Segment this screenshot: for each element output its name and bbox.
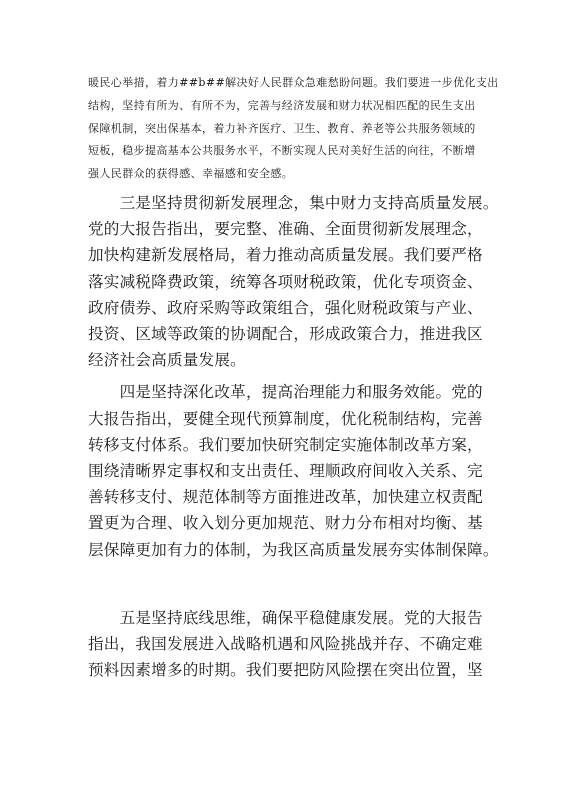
paragraph-5 <box>88 605 488 684</box>
text-line: 五是坚持底线思维，确保平稳健康发展。党的大报告 <box>88 608 483 627</box>
text-line: 强人民群众的获得感、幸福感和安全感。 <box>88 167 294 181</box>
text-line: 经济社会高质量发展。 <box>88 351 246 370</box>
text-line: 善转移支付、规范体制等方面推进改革，加快建立权责配 <box>88 488 483 507</box>
text-line: 投资、区域等政策的协调配合，形成政策合力，推进我区 <box>88 325 483 343</box>
text-line: 置更为合理、收入划分更加规范、财力分布相对均衡、基 <box>88 514 483 533</box>
text-line: 保障机制，突出保基本，着力补齐医疗、卫生、教育、养老等公共服务领域的 <box>88 121 476 135</box>
paragraph-4 <box>88 379 499 562</box>
text-line: 指出，我国发展进入战略机遇和风险挑战并存、不确定难 <box>88 635 483 654</box>
text-line: 结构，坚持有所为、有所不为，完善与经济发展和财力状况相匹配的民生支出 <box>88 98 476 112</box>
document-page <box>88 72 499 683</box>
text-line: 短板，稳步提高基本公共服务水平，不断实现人民对美好生活的向往，不断增 <box>88 144 476 158</box>
text-line: 四是坚持深化改革，提高治理能力和服务效能。党的 <box>88 383 483 402</box>
text-line: 预料因素增多的时期。我们要把防风险摆在突出位置，坚 <box>88 661 483 680</box>
text-line: 大报告指出，要健全现代预算制度，优化税制结构，完善 <box>88 409 483 428</box>
paragraph-2-continued <box>88 72 499 186</box>
paragraph-3 <box>88 190 499 373</box>
text-line: 党的大报告指出，要完整、准确、全面贯彻新发展理念， <box>88 220 483 239</box>
text-line: 层保障更加有力的体制，为我区高质量发展夯实体制保障。 <box>88 540 499 559</box>
text-line: 暖民心举措，着力##b##解决好人民群众急难愁盼问题。我们要进一步优化支出 <box>88 76 499 89</box>
text-line: 围绕清晰界定事权和支出责任、理顺政府间收入关系、完 <box>88 462 483 481</box>
text-line: 政府债券、政府采购等政策组合，强化财税政策与产业、 <box>88 298 483 317</box>
text-line: 加快构建新发展格局，着力推动高质量发展。我们要严格 <box>88 246 483 265</box>
text-line: 三是坚持贯彻新发展理念，集中财力支持高质量发展。 <box>88 193 499 212</box>
text-line: 转移支付体系。我们要加快研究制定实施体制改革方案， <box>88 435 483 454</box>
text-line: 落实减税降费政策，统筹各项财税政策，优化专项资金、 <box>88 272 483 291</box>
